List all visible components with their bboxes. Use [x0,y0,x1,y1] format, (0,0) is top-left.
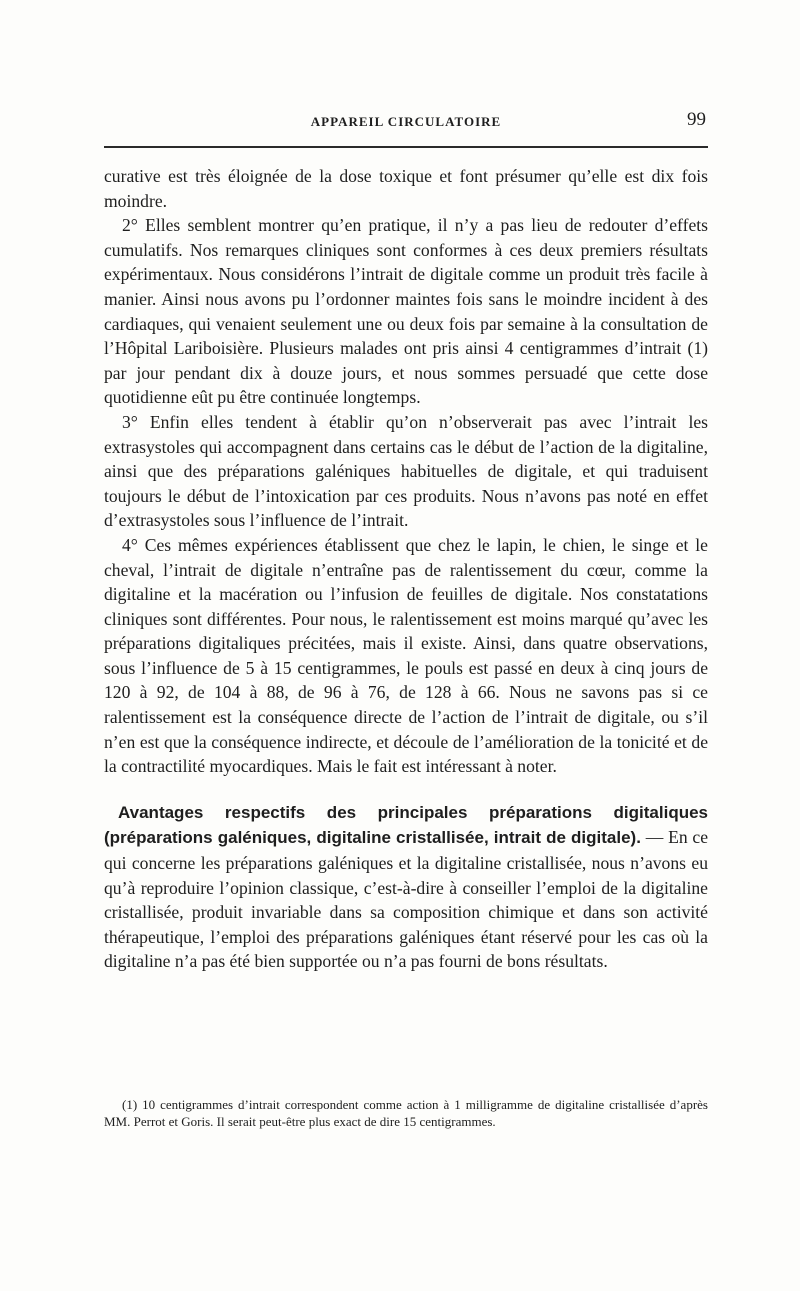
paragraph-point-4: 4° Ces mêmes expériences établissent que chez le lapin, le chien, le singe et le cheval, l’intrait de digitale n’entraîne pas de ralentissement du cœur, comme la digitaline et la macération ou l’infusion de feuilles de digitale. Nos constatations cliniques sont différentes. Pour nous, le ralentissement est moins marqué qu’avec les préparations digitaliques précitées, mais il existe. Ainsi, dans quatre observations, sous l’influence de 5 à 15 centigrammes, le pouls est passé en deux à cinq jours de 120 à 92, de 104 à 88, de 96 à 76, de 128 à 66. Nous ne savons pas si ce ralentissement est la conséquence directe de l’action de l’intrait de digitale, ou s’il n’en est que la conséquence indirecte, et découle de l’amélioration de la tonicité et de la contractilité myocardiques. Mais le fait est intéressant à noter. [104,534,708,777]
paragraph-point-3: 3° Enfin elles tendent à établir qu’on n’observerait pas avec l’intrait les extrasystoles qui accompagnent dans certains cas le début de l’action de la digitaline, ainsi que des préparations galéniques habituelles de digitale, et qui traduisent toujours le début de l’intoxication par ces produits. Nous n’avons pas noté en effet d’extrasystoles sous l’influence de l’intrait. [104,411,708,531]
section-body: — En ce qui concerne les préparations galéniques et la digitaline cristallisée, nous n’avons eu qu’à reproduire l’opinion classique, c’est-à-dire à conseiller l’emploi de la digitaline cristallisée, produit invariable dans sa composition chimique et dans son activité thérapeutique, l’emploi des préparations galéniques étant réservé pour les cas où la digitaline n’a pas été bien supportée ou n’a pas fourni de bons résultats. [104,827,709,972]
paragraph-continuation: curative est très éloignée de la dose toxique et font présumer qu’elle est dix fois moindre. [104,166,708,211]
running-head [104,109,708,136]
header-rule [104,146,708,148]
footnote: (1) 10 centigrammes d’intrait correspondent comme action à 1 milligramme de digitaline cristallisée d’après MM. Perrot et Goris. Il serait peut-être plus exact de dire 15 centigrammes. [104,1097,708,1129]
section-paragraph [104,800,708,974]
section-heading: Avantages respectifs des principales préparations digitaliques (préparations galéniques, digitaline cristallisée, intrait de digitale). [104,802,708,848]
body-text [104,164,708,974]
page-number: 99 [687,109,706,130]
paragraph-point-2: 2° Elles semblent montrer qu’en pratique, il n’y a pas lieu de redouter d’effets cumulatifs. Nos remarques cliniques sont conformes à ces deux premiers résultats expérimentaux. Nous considérons l’intrait de digitale comme un produit très facile à manier. Ainsi nous avons pu l’ordonner maintes fois sans le moindre incident à des cardiaques, qui venaient seulement une ou deux fois par semaine à la consultation de l’Hôpital Lariboisière. Plusieurs malades ont pris ainsi 4 centigrammes d’intrait (1) par jour pendant dix à douze jours, et nous sommes persuadé que cette dose quotidienne eût pu être continuée longtemps. [104,215,708,408]
running-title: APPAREIL CIRCULATOIRE [310,114,502,129]
